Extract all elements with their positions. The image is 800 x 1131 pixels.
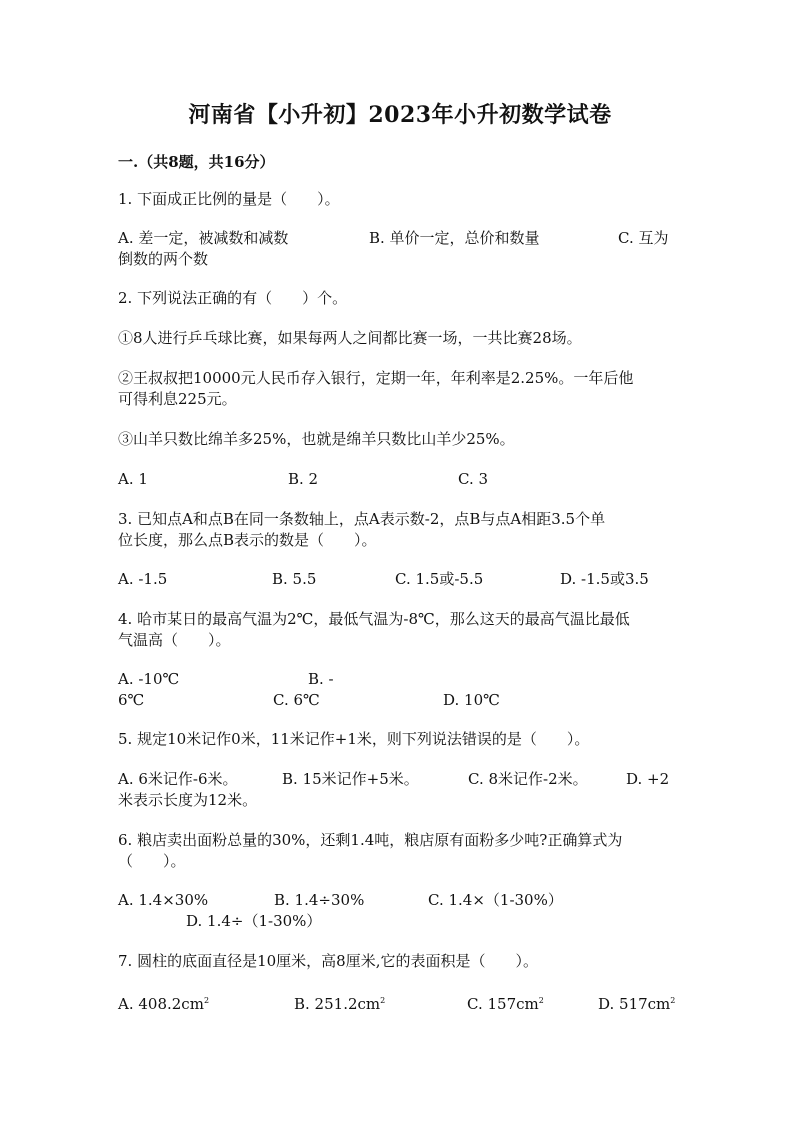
option-a[interactable] [118,990,209,1015]
question-2-stem: 2. 下列说法正确的有（ ）个。 [118,289,348,307]
option-b[interactable]: B. 5.5 [272,570,317,588]
option-d-continued: 米表示长度为12米。 [118,791,258,809]
question-7-stem: 7. 圆柱的底面直径是10厘米，高8厘米,它的表面积是（ ）。 [118,952,538,970]
question-3-line-2: 位长度，那么点B表示的数是（ ）。 [118,531,377,549]
question-6-options-row-2 [118,910,678,932]
statement-3: ③山羊只数比绵羊多25%，也就是绵羊只数比山羊少25%。 [118,430,515,448]
option-d[interactable]: D. -1.5或3.5 [560,570,649,588]
option-c[interactable]: C. 6℃ [273,691,320,709]
option-a[interactable]: A. 6米记作-6米。 [118,770,238,788]
question-4-options-row-2 [118,689,678,711]
option-d-text: D. 517cm [598,995,671,1013]
unit-exponent: 2 [670,996,676,1005]
option-c[interactable]: C. 1.5或-5.5 [395,570,484,588]
option-d[interactable]: D. 10℃ [443,691,500,709]
option-b[interactable]: B. 15米记作+5米。 [282,770,419,788]
question-4-line-1: 4. 哈市某日的最高气温为2℃，最低气温为-8℃，那么这天的最高气温比最低 [118,610,630,628]
option-a[interactable]: A. 差一定，被减数和减数 [118,229,289,247]
option-a[interactable]: A. -1.5 [118,570,168,588]
option-d[interactable]: D. +2 [626,770,670,788]
option-a[interactable]: A. -10℃ [118,670,180,688]
question-6-options-row-1 [118,889,678,911]
option-b[interactable]: B. 2 [288,470,319,488]
option-b[interactable]: B. - [308,670,334,688]
question-4-options-row-1 [118,668,678,690]
option-b[interactable]: B. 单价一定，总价和数量 [369,229,540,247]
option-d[interactable] [598,990,675,1015]
unit-exponent: 2 [380,996,386,1005]
question-3-line-1: 3. 已知点A和点B在同一条数轴上，点A表示数-2，点B与点A相距3.5个单 [118,510,606,528]
question-4-line-2: 气温高（ ）。 [118,631,231,649]
statement-1: ①8人进行乒乓球比赛，如果每两人之间都比赛一场，一共比赛28场。 [118,329,582,347]
question-5-stem: 5. 规定10米记作0米，11米记作+1米，则下列说法错误的是（ ）。 [118,730,590,748]
question-6-line-2: （ ）。 [118,852,186,870]
option-a[interactable]: A. 1.4×30% [118,891,209,909]
unit-exponent: 2 [538,996,544,1005]
option-b[interactable]: B. 1.4÷30% [274,891,365,909]
question-6-line-1: 6. 粮店卖出面粉总量的30%，还剩1.4吨，粮店原有面粉多少吨?正确算式为 [118,831,623,849]
question-3-options [118,568,678,590]
question-7-options [118,990,678,1012]
question-5-options [118,768,678,790]
option-a-text: A. 408.2cm [118,995,204,1013]
page-title: 河南省【小升初】2023年小升初数学试卷 [188,102,612,128]
statement-2-line-2: 可得利息225元。 [118,390,237,408]
question-1-stem: 1. 下面成正比例的量是（ ）。 [118,190,340,208]
option-b-continued: 6℃ [118,691,145,709]
option-c[interactable] [467,990,544,1015]
option-c[interactable]: C. 1.4×（1-30%） [428,891,563,909]
option-b[interactable] [294,990,385,1015]
option-c-text: C. 157cm [467,995,539,1013]
option-c-continued: 倒数的两个数 [118,250,209,268]
section-heading: 一.（共8题，共16分） [118,153,275,171]
option-c[interactable]: C. 3 [458,470,489,488]
question-1-options [118,227,678,249]
unit-exponent: 2 [203,996,210,1005]
option-c[interactable]: C. 8米记作-2米。 [468,770,588,788]
option-a[interactable]: A. 1 [118,470,148,488]
option-c[interactable]: C. 互为 [618,229,669,247]
question-2-options [118,468,678,490]
option-d[interactable]: D. 1.4÷（1-30%） [186,912,322,930]
statement-2-line-1: ②王叔叔把10000元人民币存入银行，定期一年，年利率是2.25%。一年后他 [118,369,634,387]
option-b-text: B. 251.2cm [294,995,381,1013]
